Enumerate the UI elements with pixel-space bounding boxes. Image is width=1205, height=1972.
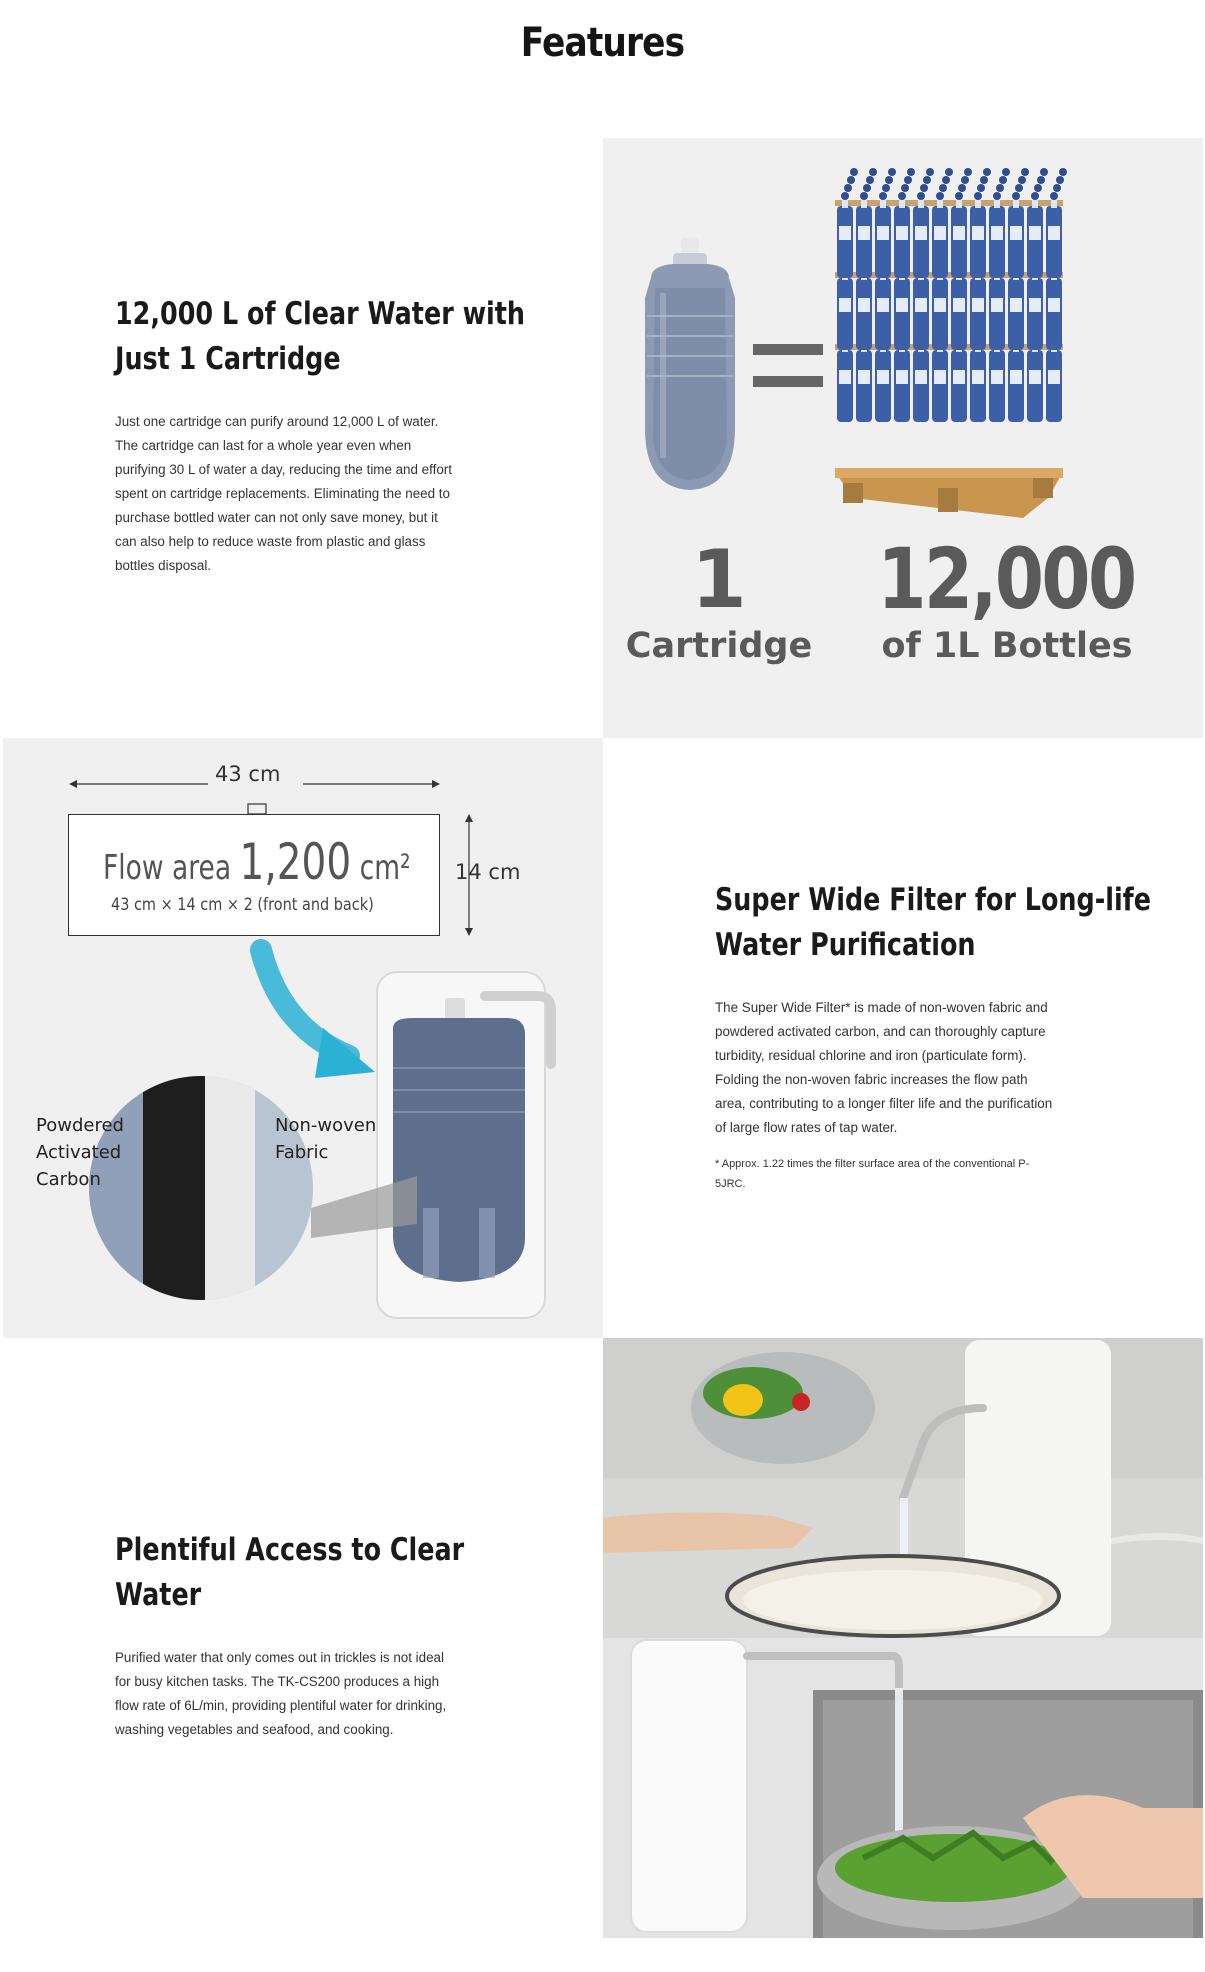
cartridge-count: 1 [691, 533, 747, 626]
body-line: bottles disposal. [115, 558, 212, 573]
flow-formula: 43 cm × 14 cm × 2 (front and back) [111, 895, 374, 915]
kitchen-photo [603, 1338, 1203, 1938]
heading-line-1: Plentiful Access to Clear [115, 1532, 465, 1568]
bottle-count: 12,000 [877, 530, 1135, 628]
cartridge-label: Cartridge [625, 626, 813, 666]
flow-prefix: Flow area [103, 848, 240, 888]
feature-text-panel [3, 1338, 603, 1938]
bottle-pallet-image [835, 168, 1067, 518]
feature-text-panel [603, 738, 1203, 1338]
feature-footnote [715, 1154, 1115, 1194]
fabric-label-line: Fabric [275, 1142, 329, 1163]
pointer-arrow [261, 950, 375, 1078]
feature-heading [115, 292, 525, 382]
body-line: flow rate of 6L/min, providing plentiful water for drinking, [115, 1698, 447, 1713]
heading-line-2: Water [115, 1577, 202, 1613]
body-line: washing vegetables and seafood, and cooking. [115, 1722, 394, 1737]
flow-number: 1,200 [239, 833, 352, 891]
pot-filling-photo [603, 1338, 1203, 1638]
heading-line-1: 12,000 L of Clear Water with [115, 296, 526, 332]
flow-area-box [68, 814, 440, 936]
cartridge-image [645, 238, 735, 490]
feature-heading [715, 878, 1151, 968]
body-line: powdered activated carbon, and can thoroughly capture [715, 1024, 1046, 1039]
feature-body [115, 410, 515, 578]
water-filter-device [377, 972, 551, 1318]
cartridge-vs-bottles-graphic [603, 138, 1203, 738]
feature-body [115, 1646, 515, 1742]
carbon-label-line: Activated [36, 1142, 122, 1163]
carbon-label-line: Carbon [36, 1169, 101, 1190]
footnote-line: * Approx. 1.22 times the filter surface area of the conventional P- [715, 1158, 1030, 1170]
body-line: Just one cartridge can purify around 12,000 L of water. [115, 414, 439, 429]
feature-super-wide-filter [0, 738, 1205, 1338]
body-line: Folding the non-woven fabric increases the flow path [715, 1072, 1028, 1087]
fabric-label-line: Non-woven [275, 1115, 377, 1136]
page-title: Features [520, 20, 685, 66]
flow-unit: cm² [351, 848, 411, 888]
feature-text-panel [3, 138, 603, 738]
width-label: 43 cm [215, 762, 281, 786]
magnified-filter-cross-section [89, 1068, 417, 1308]
heading-line-2: Just 1 Cartridge [115, 341, 341, 377]
kitchen-photo-illustration [603, 1338, 1203, 1938]
footnote-line: 5JRC. [715, 1178, 746, 1190]
bottle-label: of 1L Bottles [881, 626, 1133, 666]
body-line: purchase bottled water can not only save money, but it [115, 510, 438, 525]
filter-diagram [3, 738, 603, 1338]
flow-area-value [103, 833, 411, 891]
body-line: area, contributing to a longer filter life and the purification [715, 1096, 1053, 1111]
equals-icon [753, 344, 823, 387]
body-line: The cartridge can last for a whole year even when [115, 438, 412, 453]
feature-flow-rate [0, 1338, 1205, 1938]
feature-body [715, 996, 1115, 1140]
fabric-label [275, 1112, 376, 1166]
vegetable-washing-photo [603, 1638, 1203, 1938]
carbon-label-line: Powdered [36, 1115, 124, 1136]
body-line: turbidity, residual chlorine and iron (particulate form). [715, 1048, 1027, 1063]
body-line: spent on cartridge replacements. Eliminating the need to [115, 486, 450, 501]
body-line: Purified water that only comes out in trickles is not ideal [115, 1650, 444, 1665]
body-line: can also help to reduce waste from plastic and glass [115, 534, 426, 549]
feature-cartridge-capacity [0, 138, 1205, 738]
body-line: of large flow rates of tap water. [715, 1120, 898, 1135]
carbon-label [36, 1112, 124, 1193]
body-line: The Super Wide Filter* is made of non-woven fabric and [715, 1000, 1048, 1015]
height-label: 14 cm [455, 860, 521, 884]
heading-line-2: Water Purification [715, 927, 976, 963]
feature-heading [115, 1528, 464, 1618]
body-line: for busy kitchen tasks. The TK-CS200 produces a high [115, 1674, 440, 1689]
heading-line-1: Super Wide Filter for Long-life [715, 882, 1151, 918]
body-line: purifying 30 L of water a day, reducing the time and effort [115, 462, 452, 477]
